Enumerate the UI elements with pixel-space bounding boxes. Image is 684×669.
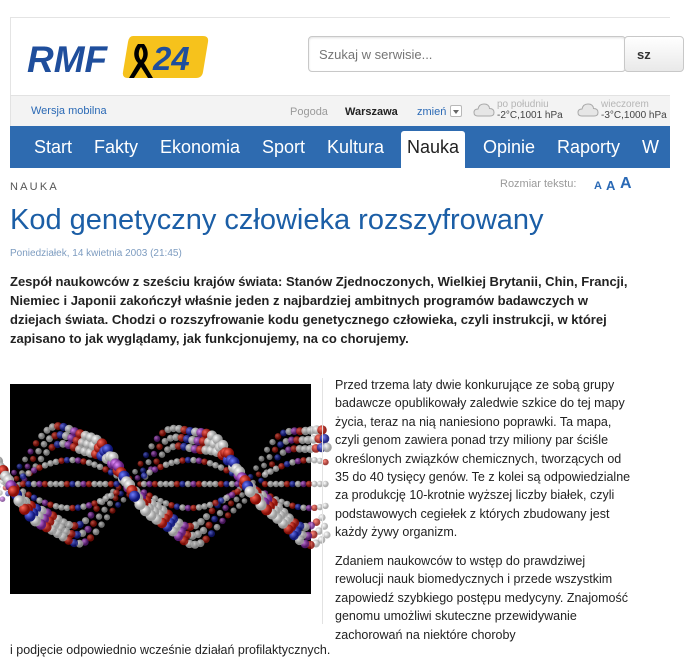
mobile-version-link[interactable]: Wersja mobilna xyxy=(31,105,107,117)
article-lead: Zespół naukowców z sześciu krajów świata: Stanów Zjednoczonych, Wielkiej Brytanii, Chin, Francji, Niemiec i Japonii zakończył właśnie jeden z najbardziej ambitnych programów badawczych w dziejach świata. Chodzi o rozszyfrowanie kodu genetycznego człowieka, czyli instrukcji, w której zapisano to jak wyglądamy, jak funkcjonujemy, na co chorujemy. xyxy=(10,274,628,346)
weather-city: Warszawa xyxy=(345,106,398,118)
forecast-period: po południu xyxy=(497,99,549,110)
article-title: Kod genetyczny człowieka rozszyfrowany xyxy=(10,204,544,236)
forecast-reading: -3°C,1000 hPa xyxy=(601,110,667,121)
nav-item-start[interactable]: Start xyxy=(34,137,73,157)
search-field[interactable] xyxy=(308,36,626,72)
nav-item-opinie[interactable]: Opinie xyxy=(483,137,536,157)
site-header xyxy=(10,17,670,95)
svg-text:RMF: RMF xyxy=(27,39,108,80)
svg-text:24: 24 xyxy=(153,40,190,77)
column-divider xyxy=(322,378,323,624)
text-size-small-button[interactable]: A xyxy=(594,180,602,192)
text-size-large-button[interactable]: A xyxy=(620,175,632,192)
search-input[interactable] xyxy=(309,37,625,71)
weather-forecast-evening xyxy=(577,99,677,125)
article-paragraph-tail: i podjęcie odpowiednio wcześnie działań profilaktycznych. xyxy=(10,643,331,657)
weather-label: Pogoda xyxy=(290,106,328,118)
section-label: NAUKA xyxy=(10,181,59,193)
nav-item-nauka[interactable]: Nauka xyxy=(401,131,465,168)
weather-forecast-afternoon xyxy=(473,99,573,125)
cloud-icon xyxy=(577,103,599,117)
nav-item-fakty[interactable]: Fakty xyxy=(94,137,139,157)
cloud-icon xyxy=(473,103,495,117)
forecast-reading: -2°C,1001 hPa xyxy=(497,110,563,121)
rmf24-logo[interactable] xyxy=(25,32,210,82)
search-button[interactable]: sz xyxy=(624,36,684,72)
text-size-label: Rozmiar tekstu: xyxy=(500,178,577,190)
nav-item-sport[interactable]: Sport xyxy=(262,137,306,157)
nav-item-w[interactable]: W xyxy=(642,137,659,157)
info-bar xyxy=(10,95,670,126)
article-paragraph: Przed trzema laty dwie konkurujące ze sobą grupy badawcze opublikowały zaledwie szkice do tej mapy życia, teraz na nią naniesiono poprawki. Ta mapa, czyli genom zawiera ponad trzy miliony par ściśle określonych związków chemicznych, tworzących od 35 do 40 tysięcy genów. Te z kolei są odpowiedzialne za produkcję 10-krotnie wyższej liczby białek, czyli podstawowych cegiełek z których zbudowany jest każdy żywy organizm. xyxy=(335,378,631,540)
forecast-period: wieczorem xyxy=(601,99,649,110)
nav-item-ekonomia[interactable]: Ekonomia xyxy=(160,137,241,157)
article-paragraph: Zdaniem naukowców to wstęp do prawdziwej rewolucji nauk biomedycznych i przede wszystkim zapowiedź szybkiego postępu medycyny. Znajomość genomu umożliwi skuteczne przewidywanie zachorowań na niektóre choroby xyxy=(335,554,628,642)
dna-helix-image xyxy=(10,384,311,594)
change-city-link[interactable]: zmień xyxy=(417,106,447,118)
nav-item-raporty[interactable]: Raporty xyxy=(557,137,621,157)
text-size-control xyxy=(500,178,576,190)
article-date: Poniedziałek, 14 kwietnia 2003 (21:45) xyxy=(10,248,182,259)
main-navigation xyxy=(10,126,670,168)
chevron-down-icon[interactable] xyxy=(450,105,462,117)
nav-item-kultura[interactable]: Kultura xyxy=(327,137,385,157)
text-size-medium-button[interactable]: A xyxy=(606,178,616,193)
